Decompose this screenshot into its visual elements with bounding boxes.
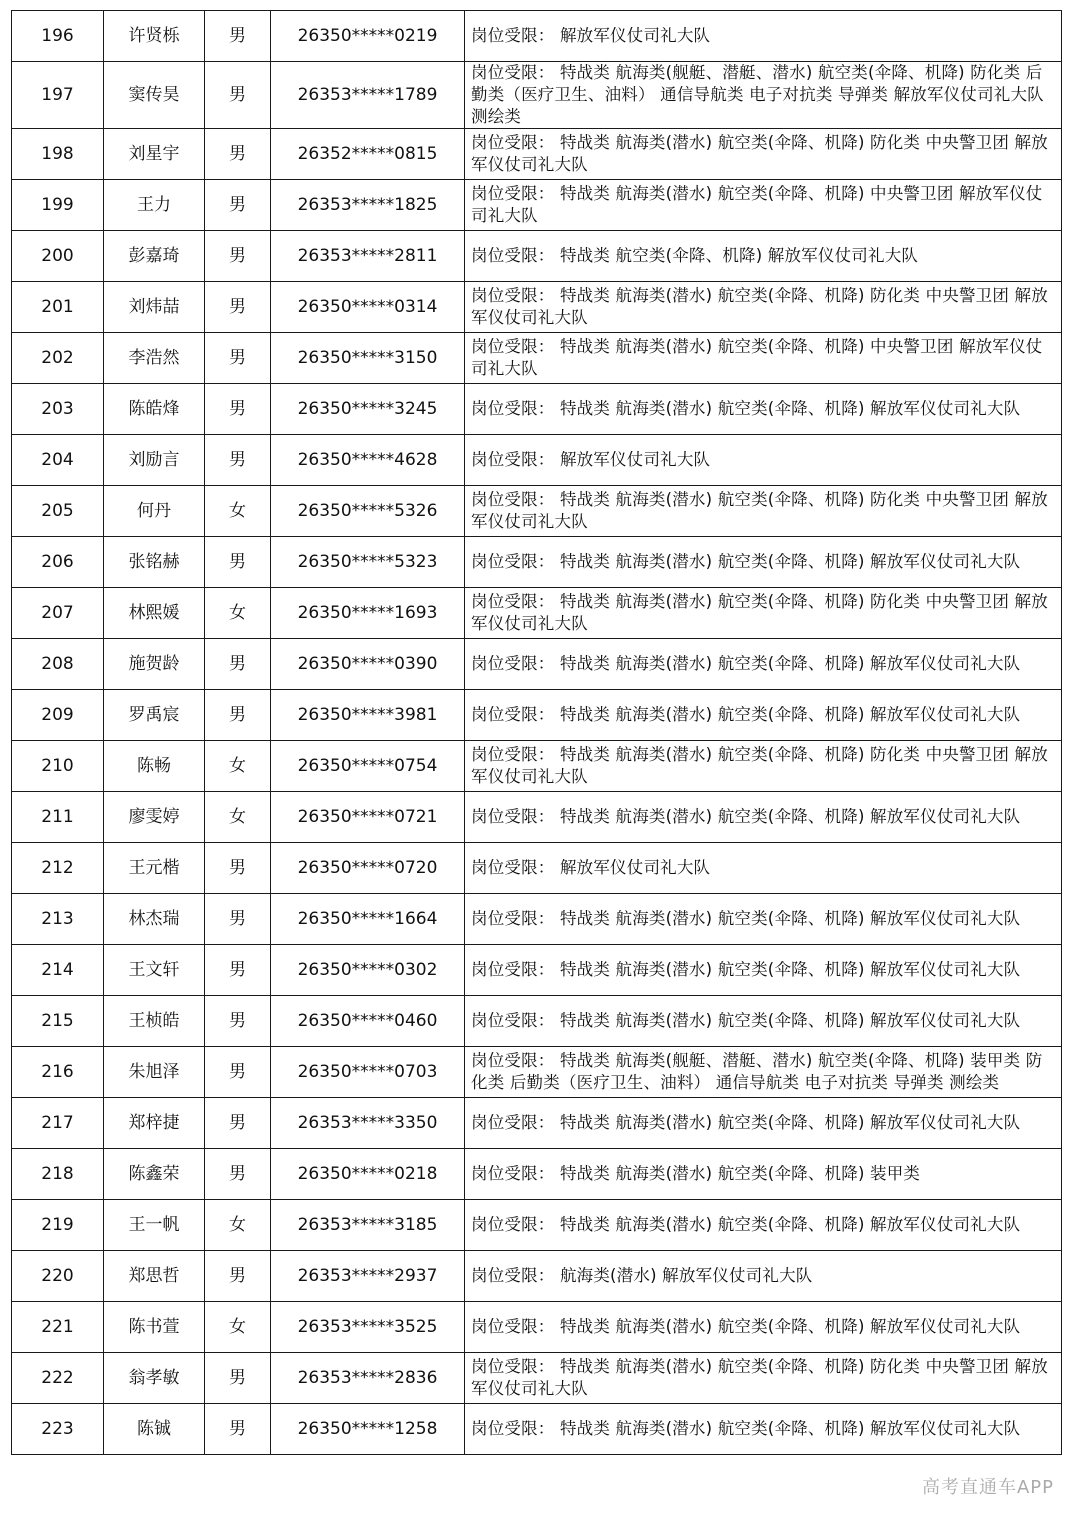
gender-cell: 女 bbox=[205, 588, 271, 639]
masked-id-number: 26350*****0390 bbox=[271, 639, 465, 690]
table-row bbox=[12, 231, 1062, 282]
candidate-name: 朱旭泽 bbox=[104, 1047, 205, 1098]
masked-id-number: 26352*****0815 bbox=[271, 129, 465, 180]
gender-cell: 男 bbox=[205, 333, 271, 384]
restriction-note: 岗位受限： 特战类 航海类(潜水) 航空类(伞降、机降) 解放军仪仗司礼大队 bbox=[465, 537, 1062, 588]
masked-id-number: 26350*****0721 bbox=[271, 792, 465, 843]
row-number: 216 bbox=[12, 1047, 104, 1098]
row-number: 205 bbox=[12, 486, 104, 537]
candidate-name: 李浩然 bbox=[104, 333, 205, 384]
masked-id-number: 26353*****3185 bbox=[271, 1200, 465, 1251]
restriction-note: 岗位受限： 特战类 航海类(潜水) 航空类(伞降、机降) 解放军仪仗司礼大队 bbox=[465, 945, 1062, 996]
candidate-name: 林杰瑞 bbox=[104, 894, 205, 945]
masked-id-number: 26350*****5326 bbox=[271, 486, 465, 537]
gender-cell: 男 bbox=[205, 996, 271, 1047]
gender-cell: 女 bbox=[205, 1302, 271, 1353]
row-number: 207 bbox=[12, 588, 104, 639]
gender-cell: 男 bbox=[205, 1353, 271, 1404]
restriction-note: 岗位受限： 解放军仪仗司礼大队 bbox=[465, 435, 1062, 486]
table-row bbox=[12, 435, 1062, 486]
candidate-name: 许贤栎 bbox=[104, 11, 205, 62]
candidate-name: 王元楷 bbox=[104, 843, 205, 894]
restriction-note: 岗位受限： 特战类 航海类(潜水) 航空类(伞降、机降) 解放军仪仗司礼大队 bbox=[465, 792, 1062, 843]
restriction-note: 岗位受限： 特战类 航海类(潜水) 航空类(伞降、机降) 防化类 中央警卫团 解放军仪仗司礼大队 bbox=[465, 588, 1062, 639]
restriction-note: 岗位受限： 特战类 航海类(潜水) 航空类(伞降、机降) 解放军仪仗司礼大队 bbox=[465, 1200, 1062, 1251]
row-number: 201 bbox=[12, 282, 104, 333]
row-number: 223 bbox=[12, 1404, 104, 1455]
restriction-note: 岗位受限： 特战类 航海类(潜水) 航空类(伞降、机降) 防化类 中央警卫团 解放军仪仗司礼大队 bbox=[465, 1353, 1062, 1404]
restriction-note: 岗位受限： 特战类 航海类(潜水) 航空类(伞降、机降) 解放军仪仗司礼大队 bbox=[465, 996, 1062, 1047]
row-number: 200 bbox=[12, 231, 104, 282]
restriction-note: 岗位受限： 特战类 航海类(潜水) 航空类(伞降、机降) 防化类 中央警卫团 解放军仪仗司礼大队 bbox=[465, 129, 1062, 180]
gender-cell: 男 bbox=[205, 384, 271, 435]
candidate-name: 张铭赫 bbox=[104, 537, 205, 588]
table-row bbox=[12, 639, 1062, 690]
restriction-note: 岗位受限： 特战类 航海类(潜水) 航空类(伞降、机降) 防化类 中央警卫团 解放军仪仗司礼大队 bbox=[465, 486, 1062, 537]
candidate-name: 罗禹宸 bbox=[104, 690, 205, 741]
row-number: 218 bbox=[12, 1149, 104, 1200]
row-number: 204 bbox=[12, 435, 104, 486]
roster-table bbox=[11, 10, 1062, 1455]
candidate-name: 王一帆 bbox=[104, 1200, 205, 1251]
table-row bbox=[12, 1098, 1062, 1149]
row-number: 220 bbox=[12, 1251, 104, 1302]
masked-id-number: 26350*****0720 bbox=[271, 843, 465, 894]
candidate-name: 郑思哲 bbox=[104, 1251, 205, 1302]
table-row bbox=[12, 129, 1062, 180]
row-number: 203 bbox=[12, 384, 104, 435]
gender-cell: 男 bbox=[205, 11, 271, 62]
row-number: 206 bbox=[12, 537, 104, 588]
masked-id-number: 26350*****4628 bbox=[271, 435, 465, 486]
row-number: 211 bbox=[12, 792, 104, 843]
restriction-note: 岗位受限： 特战类 航海类(潜水) 航空类(伞降、机降) 中央警卫团 解放军仪仗司礼大队 bbox=[465, 180, 1062, 231]
masked-id-number: 26350*****3981 bbox=[271, 690, 465, 741]
candidate-name: 陈铖 bbox=[104, 1404, 205, 1455]
candidate-name: 翁孝敏 bbox=[104, 1353, 205, 1404]
candidate-name: 陈皓烽 bbox=[104, 384, 205, 435]
restriction-note: 岗位受限： 特战类 航海类(潜水) 航空类(伞降、机降) 解放军仪仗司礼大队 bbox=[465, 1404, 1062, 1455]
gender-cell: 男 bbox=[205, 1404, 271, 1455]
table-row bbox=[12, 1302, 1062, 1353]
table-row bbox=[12, 62, 1062, 129]
gender-cell: 男 bbox=[205, 639, 271, 690]
table-row bbox=[12, 1149, 1062, 1200]
masked-id-number: 26350*****3245 bbox=[271, 384, 465, 435]
masked-id-number: 26350*****0218 bbox=[271, 1149, 465, 1200]
restriction-note: 岗位受限： 特战类 航空类(伞降、机降) 解放军仪仗司礼大队 bbox=[465, 231, 1062, 282]
row-number: 215 bbox=[12, 996, 104, 1047]
masked-id-number: 26350*****3150 bbox=[271, 333, 465, 384]
gender-cell: 女 bbox=[205, 486, 271, 537]
gender-cell: 男 bbox=[205, 1251, 271, 1302]
row-number: 198 bbox=[12, 129, 104, 180]
candidate-name: 林熙媛 bbox=[104, 588, 205, 639]
table-row bbox=[12, 1251, 1062, 1302]
row-number: 197 bbox=[12, 62, 104, 129]
gender-cell: 男 bbox=[205, 129, 271, 180]
row-number: 214 bbox=[12, 945, 104, 996]
candidate-name: 王力 bbox=[104, 180, 205, 231]
masked-id-number: 26350*****1258 bbox=[271, 1404, 465, 1455]
restriction-note: 岗位受限： 特战类 航海类(潜水) 航空类(伞降、机降) 解放军仪仗司礼大队 bbox=[465, 894, 1062, 945]
table-row bbox=[12, 486, 1062, 537]
restriction-note: 岗位受限： 特战类 航海类(潜水) 航空类(伞降、机降) 解放军仪仗司礼大队 bbox=[465, 384, 1062, 435]
masked-id-number: 26350*****0219 bbox=[271, 11, 465, 62]
candidate-name: 陈鑫荣 bbox=[104, 1149, 205, 1200]
candidate-name: 王文轩 bbox=[104, 945, 205, 996]
gender-cell: 男 bbox=[205, 690, 271, 741]
table-row bbox=[12, 11, 1062, 62]
restriction-note: 岗位受限： 特战类 航海类(潜水) 航空类(伞降、机降) 防化类 中央警卫团 解放军仪仗司礼大队 bbox=[465, 741, 1062, 792]
candidate-name: 王桢皓 bbox=[104, 996, 205, 1047]
row-number: 222 bbox=[12, 1353, 104, 1404]
gender-cell: 男 bbox=[205, 1149, 271, 1200]
table-row bbox=[12, 180, 1062, 231]
table-row bbox=[12, 894, 1062, 945]
table-row bbox=[12, 333, 1062, 384]
masked-id-number: 26353*****1789 bbox=[271, 62, 465, 129]
table-row bbox=[12, 588, 1062, 639]
masked-id-number: 26350*****0314 bbox=[271, 282, 465, 333]
table-row bbox=[12, 1047, 1062, 1098]
table-row bbox=[12, 741, 1062, 792]
restriction-note: 岗位受限： 特战类 航海类(潜水) 航空类(伞降、机降) 解放军仪仗司礼大队 bbox=[465, 1302, 1062, 1353]
restriction-note: 岗位受限： 特战类 航海类(舰艇、潜艇、潜水) 航空类(伞降、机降) 装甲类 防化类 后勤类（医疗卫生、油料） 通信导航类 电子对抗类 导弹类 测绘类 bbox=[465, 1047, 1062, 1098]
gender-cell: 男 bbox=[205, 894, 271, 945]
masked-id-number: 26350*****0703 bbox=[271, 1047, 465, 1098]
restriction-note: 岗位受限： 特战类 航海类(潜水) 航空类(伞降、机降) 装甲类 bbox=[465, 1149, 1062, 1200]
candidate-name: 陈书萱 bbox=[104, 1302, 205, 1353]
masked-id-number: 26350*****1664 bbox=[271, 894, 465, 945]
row-number: 217 bbox=[12, 1098, 104, 1149]
roster-sheet bbox=[11, 10, 1061, 1455]
row-number: 199 bbox=[12, 180, 104, 231]
table-row bbox=[12, 945, 1062, 996]
candidate-name: 刘炜喆 bbox=[104, 282, 205, 333]
table-row bbox=[12, 1200, 1062, 1251]
row-number: 221 bbox=[12, 1302, 104, 1353]
masked-id-number: 26353*****2937 bbox=[271, 1251, 465, 1302]
candidate-name: 陈畅 bbox=[104, 741, 205, 792]
gender-cell: 女 bbox=[205, 741, 271, 792]
row-number: 209 bbox=[12, 690, 104, 741]
gender-cell: 男 bbox=[205, 843, 271, 894]
gender-cell: 男 bbox=[205, 945, 271, 996]
restriction-note: 岗位受限： 特战类 航海类(潜水) 航空类(伞降、机降) 中央警卫团 解放军仪仗司礼大队 bbox=[465, 333, 1062, 384]
row-number: 202 bbox=[12, 333, 104, 384]
candidate-name: 窦传昊 bbox=[104, 62, 205, 129]
gender-cell: 女 bbox=[205, 792, 271, 843]
restriction-note: 岗位受限： 解放军仪仗司礼大队 bbox=[465, 11, 1062, 62]
table-row bbox=[12, 1353, 1062, 1404]
gender-cell: 男 bbox=[205, 1047, 271, 1098]
masked-id-number: 26350*****0302 bbox=[271, 945, 465, 996]
table-row bbox=[12, 282, 1062, 333]
restriction-note: 岗位受限： 解放军仪仗司礼大队 bbox=[465, 843, 1062, 894]
table-row bbox=[12, 384, 1062, 435]
gender-cell: 男 bbox=[205, 62, 271, 129]
masked-id-number: 26353*****3525 bbox=[271, 1302, 465, 1353]
table-row bbox=[12, 843, 1062, 894]
row-number: 210 bbox=[12, 741, 104, 792]
candidate-name: 彭嘉琦 bbox=[104, 231, 205, 282]
gender-cell: 男 bbox=[205, 180, 271, 231]
candidate-name: 施贺龄 bbox=[104, 639, 205, 690]
masked-id-number: 26353*****1825 bbox=[271, 180, 465, 231]
restriction-note: 岗位受限： 特战类 航海类(潜水) 航空类(伞降、机降) 解放军仪仗司礼大队 bbox=[465, 639, 1062, 690]
gender-cell: 男 bbox=[205, 1098, 271, 1149]
candidate-name: 廖雯婷 bbox=[104, 792, 205, 843]
table-row bbox=[12, 690, 1062, 741]
restriction-note: 岗位受限： 特战类 航海类(舰艇、潜艇、潜水) 航空类(伞降、机降) 防化类 后勤类（医疗卫生、油料） 通信导航类 电子对抗类 导弹类 解放军仪仗司礼大队 测绘类 bbox=[465, 62, 1062, 129]
row-number: 212 bbox=[12, 843, 104, 894]
table-row bbox=[12, 537, 1062, 588]
candidate-name: 刘励言 bbox=[104, 435, 205, 486]
table-row bbox=[12, 1404, 1062, 1455]
masked-id-number: 26350*****5323 bbox=[271, 537, 465, 588]
masked-id-number: 26353*****2811 bbox=[271, 231, 465, 282]
masked-id-number: 26350*****0460 bbox=[271, 996, 465, 1047]
restriction-note: 岗位受限： 特战类 航海类(潜水) 航空类(伞降、机降) 解放军仪仗司礼大队 bbox=[465, 1098, 1062, 1149]
row-number: 208 bbox=[12, 639, 104, 690]
row-number: 219 bbox=[12, 1200, 104, 1251]
gender-cell: 男 bbox=[205, 435, 271, 486]
candidate-name: 郑梓捷 bbox=[104, 1098, 205, 1149]
masked-id-number: 26350*****1693 bbox=[271, 588, 465, 639]
gender-cell: 女 bbox=[205, 1200, 271, 1251]
gender-cell: 男 bbox=[205, 231, 271, 282]
row-number: 196 bbox=[12, 11, 104, 62]
roster-body bbox=[12, 11, 1062, 1455]
masked-id-number: 26353*****2836 bbox=[271, 1353, 465, 1404]
table-row bbox=[12, 996, 1062, 1047]
table-row bbox=[12, 792, 1062, 843]
gender-cell: 男 bbox=[205, 537, 271, 588]
restriction-note: 岗位受限： 航海类(潜水) 解放军仪仗司礼大队 bbox=[465, 1251, 1062, 1302]
row-number: 213 bbox=[12, 894, 104, 945]
restriction-note: 岗位受限： 特战类 航海类(潜水) 航空类(伞降、机降) 解放军仪仗司礼大队 bbox=[465, 690, 1062, 741]
gender-cell: 男 bbox=[205, 282, 271, 333]
masked-id-number: 26353*****3350 bbox=[271, 1098, 465, 1149]
candidate-name: 刘星宇 bbox=[104, 129, 205, 180]
masked-id-number: 26350*****0754 bbox=[271, 741, 465, 792]
candidate-name: 何丹 bbox=[104, 486, 205, 537]
watermark-text: 高考直通车APP bbox=[921, 1477, 1054, 1498]
restriction-note: 岗位受限： 特战类 航海类(潜水) 航空类(伞降、机降) 防化类 中央警卫团 解放军仪仗司礼大队 bbox=[465, 282, 1062, 333]
